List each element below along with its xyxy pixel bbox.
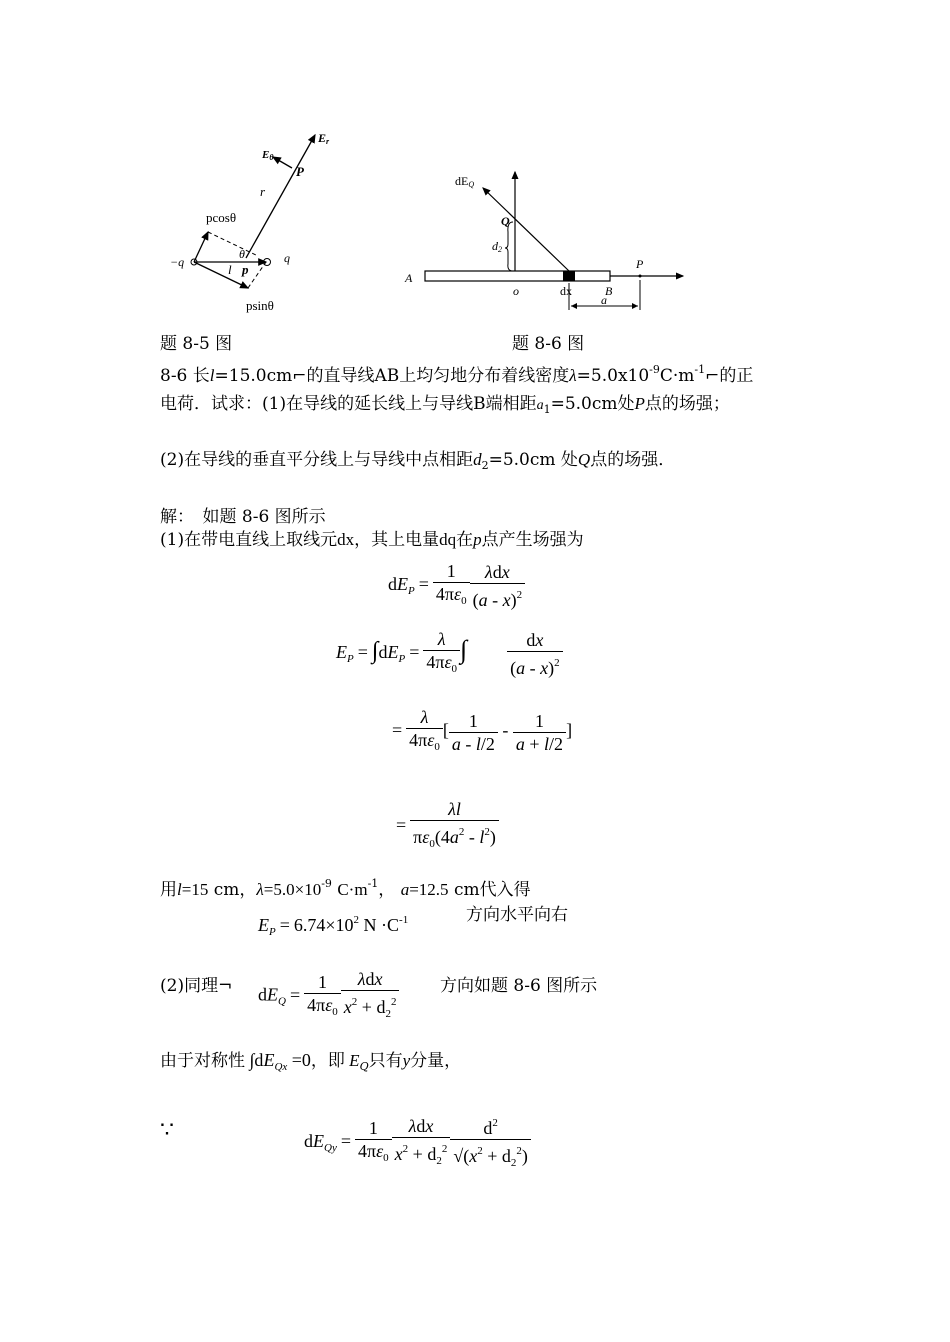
eq-EP-result: = $\frac{\lambda l}{\pi\varepsilon_0(4a^2 - l^2)}$ <box>392 798 499 855</box>
label-P6: P <box>636 257 644 271</box>
rod-AB <box>425 271 610 281</box>
label-Er: Er <box>318 131 330 146</box>
pcos-arrow <box>194 232 208 262</box>
label-neg-q: −q <box>170 255 185 269</box>
part2-label: (2)同理¬ <box>160 976 233 996</box>
label-B: B <box>605 284 613 298</box>
label-Q: Q <box>501 214 510 228</box>
eq-dEQ: $dE_Q$ = $\frac{1}{4\pi\varepsilon_0}$ $\frac{\text{λdx}}{x^2 + d_2^2}$ <box>258 968 399 1025</box>
problem-line-3: (2)在导线的垂直平分线上与导线中点相距$d_2=5.0cm$ 处Q点的场强． <box>160 450 676 472</box>
label-A: A <box>405 271 413 285</box>
label-theta: θ <box>239 247 245 261</box>
label-a: a <box>601 293 607 307</box>
etheta-arrow <box>273 157 292 168</box>
label-pcos: pcosθ <box>206 210 237 225</box>
caption-fig5: 题 8-5 图 <box>160 334 233 354</box>
eq-dEP: $dE_P$ = $\frac{1}{4\pi\varepsilon_0}$ $\frac{\text{λdx}}{(a - x)^2}$ <box>388 560 525 612</box>
dx-element <box>563 271 575 281</box>
because-symbol: ∵ <box>160 1118 174 1143</box>
symmetry-line: 由于对称性 $\int dE_{Qx} =0$，即 $E_Q$只有y分量， <box>160 1050 462 1073</box>
figure-8-6 <box>395 160 695 320</box>
figure-8-5 <box>160 120 360 320</box>
solution-intro: 解： 如题 8-6 图所示 <box>160 507 326 527</box>
label-o: o <box>513 284 519 298</box>
label-l: l <box>228 262 232 277</box>
label-q: q <box>284 251 290 265</box>
label-p: p <box>242 262 249 277</box>
problem-line-2: 电荷．试求：(1)在导线的延长线上与导线B端相距$a_1=5.0cm$处P点的场强； <box>160 394 730 416</box>
eq-EP-value: $E_P = 6.74\times 10^2$ $N \cdot C^{-1}$ <box>258 914 409 938</box>
eq-dEQy: $dE_{Qy}$ = $\frac{1}{4\pi\varepsilon_0}$ $\frac{\text{λdx}}{x^2 + d_2^2}$ $\frac{d^2}{√(x^2 + d_2^2)}$ <box>304 1112 531 1174</box>
substitution-line: 用l=15 cm，$\lambda=5.0\times 10^{-9}$ $C\cdot m^{-1}$， a=12.5 cm代入得 <box>160 877 531 900</box>
psin-arrow <box>194 262 248 288</box>
label-d2: d2 <box>492 239 502 254</box>
label-P: P <box>296 164 304 179</box>
solution-step-1: (1)在带电直线上取线元dx，其上电量dq在p点产生场强为 <box>160 530 584 550</box>
caption-fig6: 题 8-6 图 <box>512 334 585 354</box>
label-psin: psinθ <box>246 298 274 313</box>
r-line <box>246 135 315 258</box>
part2-direction: 方向如题 8-6 图所示 <box>440 976 598 996</box>
label-Etheta: Eθ <box>262 149 274 162</box>
label-dEQ: dEQ <box>455 174 475 189</box>
eq-EP-integral: $E_P = \int dE_P$ = $\frac{\lambda}{4\pi\varepsilon_0}$ ∫ $\frac{dx}{(a - x)^2}$ <box>336 628 563 680</box>
label-dx: dx <box>560 284 572 298</box>
problem-line-1: 8-6 长l=15.0cm⌐的直导线AB上均匀地分布着线密度$\lambda=5.0x10^{-9}C\cdot m^{-1}⌐$的正 <box>160 363 754 386</box>
result-direction: 方向水平向右 <box>466 905 568 925</box>
eq-EP-bracket: = $\frac{\lambda}{4\pi\varepsilon_0}$ [ $\frac{1}{a - l/2}$ - $\frac{1}{a + l/2}$ ] <box>392 707 573 754</box>
label-r: r <box>260 184 266 199</box>
